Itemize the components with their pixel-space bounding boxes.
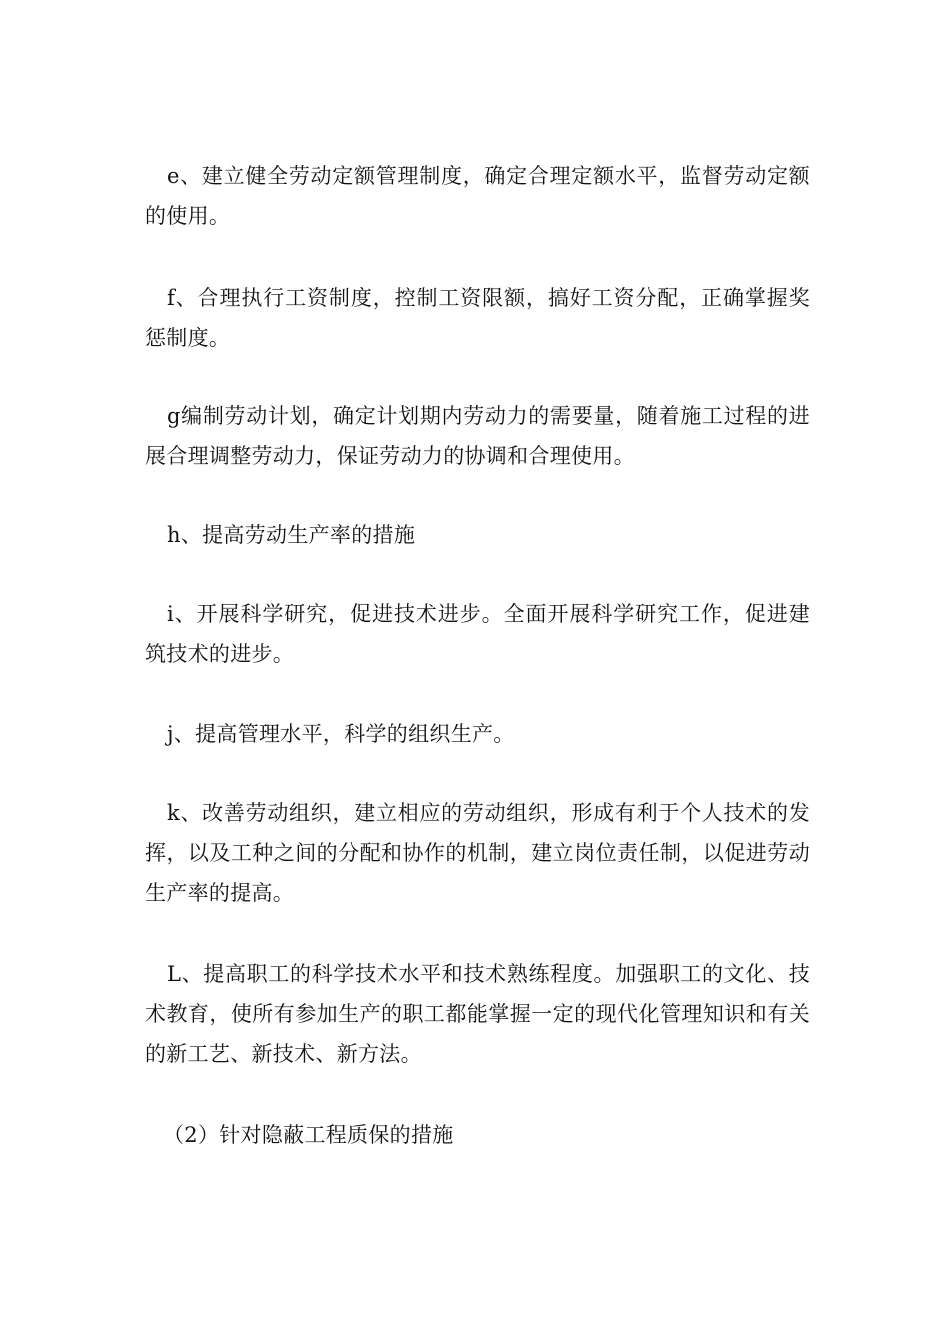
paragraph-f: f、合理执行工资制度，控制工资限额，搞好工资分配，正确掌握奖惩制度。 — [145, 286, 810, 350]
paragraph-k: k、改善劳动组织，建立相应的劳动组织，形成有利于个人技术的发挥，以及工种之间的分配和协作的机制，建立岗位责任制，以促进劳动生产率的提高。 — [145, 801, 810, 905]
paragraph-j: j、提高管理水平，科学的组织生产。 — [167, 722, 515, 746]
paragraph-e: e、建立健全劳动定额管理制度，确定合理定额水平，监督劳动定额的使用。 — [145, 164, 810, 228]
paragraph-h-heading: h、提高劳动生产率的措施 — [167, 523, 416, 547]
paragraph-i: i、开展科学研究，促进技术进步。全面开展科学研究工作，促进建筑技术的进步。 — [145, 602, 810, 666]
paragraph-g: g编制劳动计划，确定计划期内劳动力的需要量，随着施工过程的进展合理调整劳动力，保证劳动力的协调和合理使用。 — [145, 404, 810, 468]
paragraph-l: L、提高职工的科学技术水平和技术熟练程度。加强职工的文化、技术教育，使所有参加生产的职工都能掌握一定的现代化管理知识和有关的新工艺、新技术、新方法。 — [145, 962, 810, 1066]
section-heading-2: （2）针对隐蔽工程质保的措施 — [163, 1123, 454, 1147]
